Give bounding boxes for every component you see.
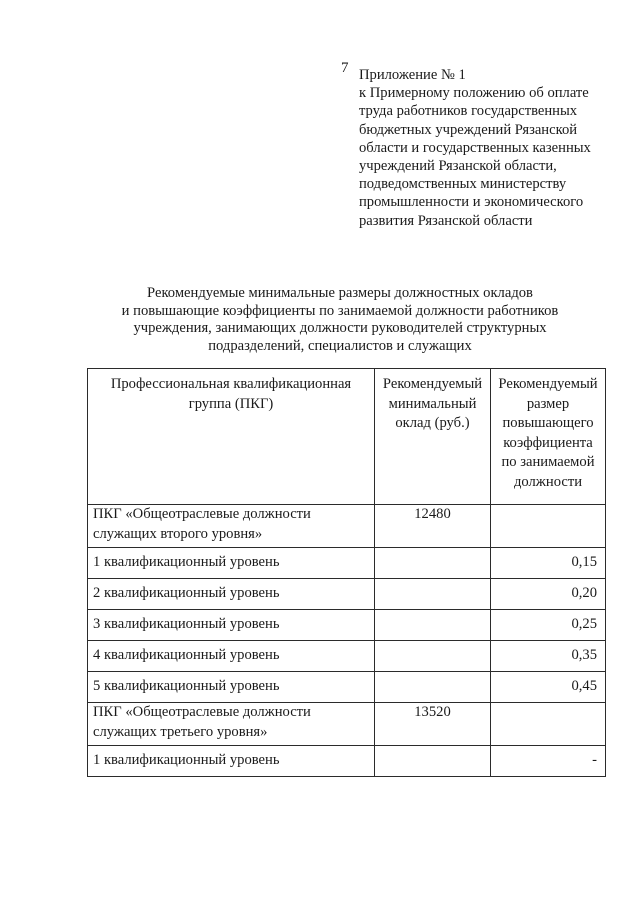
salary-cell	[375, 610, 491, 641]
header-line: повышающего	[502, 415, 594, 431]
level-name-cell: 2 квалификационный уровень	[88, 579, 375, 610]
header-line: оклад (руб.)	[395, 415, 470, 431]
header-line: должности	[513, 473, 583, 490]
title-line: подразделений, специалистов и служащих	[208, 337, 472, 354]
table-row	[88, 610, 606, 641]
appendix-line: к Примерному положению об оплате	[359, 85, 589, 102]
header-line: минимальный	[388, 395, 477, 412]
salary-cell: 12480	[375, 505, 491, 548]
appendix-line: промышленности и экономического	[359, 194, 584, 211]
table-header-row	[88, 369, 606, 505]
coefficient-cell: 0,20	[491, 579, 606, 610]
salary-cell	[375, 746, 491, 777]
level-name-cell: 1 квалификационный уровень	[88, 746, 375, 777]
header-line: коэффициента	[503, 434, 593, 451]
appendix-line: труда работников государственных	[359, 103, 578, 120]
level-name-cell: 5 квалификационный уровень	[88, 672, 375, 703]
header-min-salary	[375, 369, 491, 505]
group-name-line: ПКГ «Общеотраслевые должности	[93, 506, 311, 522]
appendix-line: Приложение № 1	[359, 67, 466, 83]
table-row	[88, 579, 606, 610]
header-line: Рекомендуемый	[498, 376, 598, 392]
header-line: по занимаемой	[501, 454, 595, 470]
table-row-group	[88, 703, 606, 746]
coefficient-cell: 0,25	[491, 610, 606, 641]
header-pkg	[88, 369, 375, 505]
group-name-line: служащих третьего уровня»	[93, 723, 268, 740]
level-name-cell: 3 квалификационный уровень	[88, 610, 375, 641]
salary-cell: 13520	[375, 703, 491, 746]
title-line: и повышающие коэффициенты по занимаемой должности работников	[121, 302, 559, 319]
group-name-cell	[88, 505, 375, 548]
page-number: 7	[341, 60, 349, 76]
coefficient-cell: 0,35	[491, 641, 606, 672]
header-line: Рекомендуемый	[382, 376, 483, 392]
group-name-cell	[88, 703, 375, 746]
header-line: размер	[526, 395, 570, 412]
level-name-cell: 4 квалификационный уровень	[88, 641, 375, 672]
salary-cell	[375, 641, 491, 672]
header-line: Профессиональная квалификационная	[110, 376, 352, 392]
table-row	[88, 548, 606, 579]
coefficient-cell: -	[491, 746, 606, 777]
header-coefficient	[491, 369, 606, 505]
coefficient-cell	[491, 703, 606, 746]
group-name-line: служащих второго уровня»	[93, 525, 263, 542]
coefficient-cell: 0,45	[491, 672, 606, 703]
title-line: Рекомендуемые минимальные размеры должностных окладов	[147, 285, 533, 301]
appendix-line: подведомственных министерству	[359, 176, 567, 193]
salary-cell	[375, 548, 491, 579]
appendix-line: области и государственных казенных	[359, 139, 591, 156]
table-row	[88, 672, 606, 703]
salary-cell	[375, 672, 491, 703]
salary-cell	[375, 579, 491, 610]
title-line: учреждения, занимающих должности руководителей структурных	[133, 320, 547, 337]
level-name-cell: 1 квалификационный уровень	[88, 548, 375, 579]
coefficient-cell	[491, 505, 606, 548]
group-name-line: ПКГ «Общеотраслевые должности	[93, 704, 311, 720]
table-row	[88, 641, 606, 672]
appendix-line: учреждений Рязанской области,	[359, 158, 557, 175]
table-row-group	[88, 505, 606, 548]
table-row	[88, 746, 606, 777]
appendix-reference	[359, 66, 629, 230]
header-line: группа (ПКГ)	[188, 395, 274, 412]
salary-table	[87, 368, 606, 777]
appendix-line: бюджетных учреждений Рязанской	[359, 121, 578, 138]
document-title	[70, 285, 610, 355]
coefficient-cell: 0,15	[491, 548, 606, 579]
appendix-line: развития Рязанской области	[359, 212, 533, 229]
